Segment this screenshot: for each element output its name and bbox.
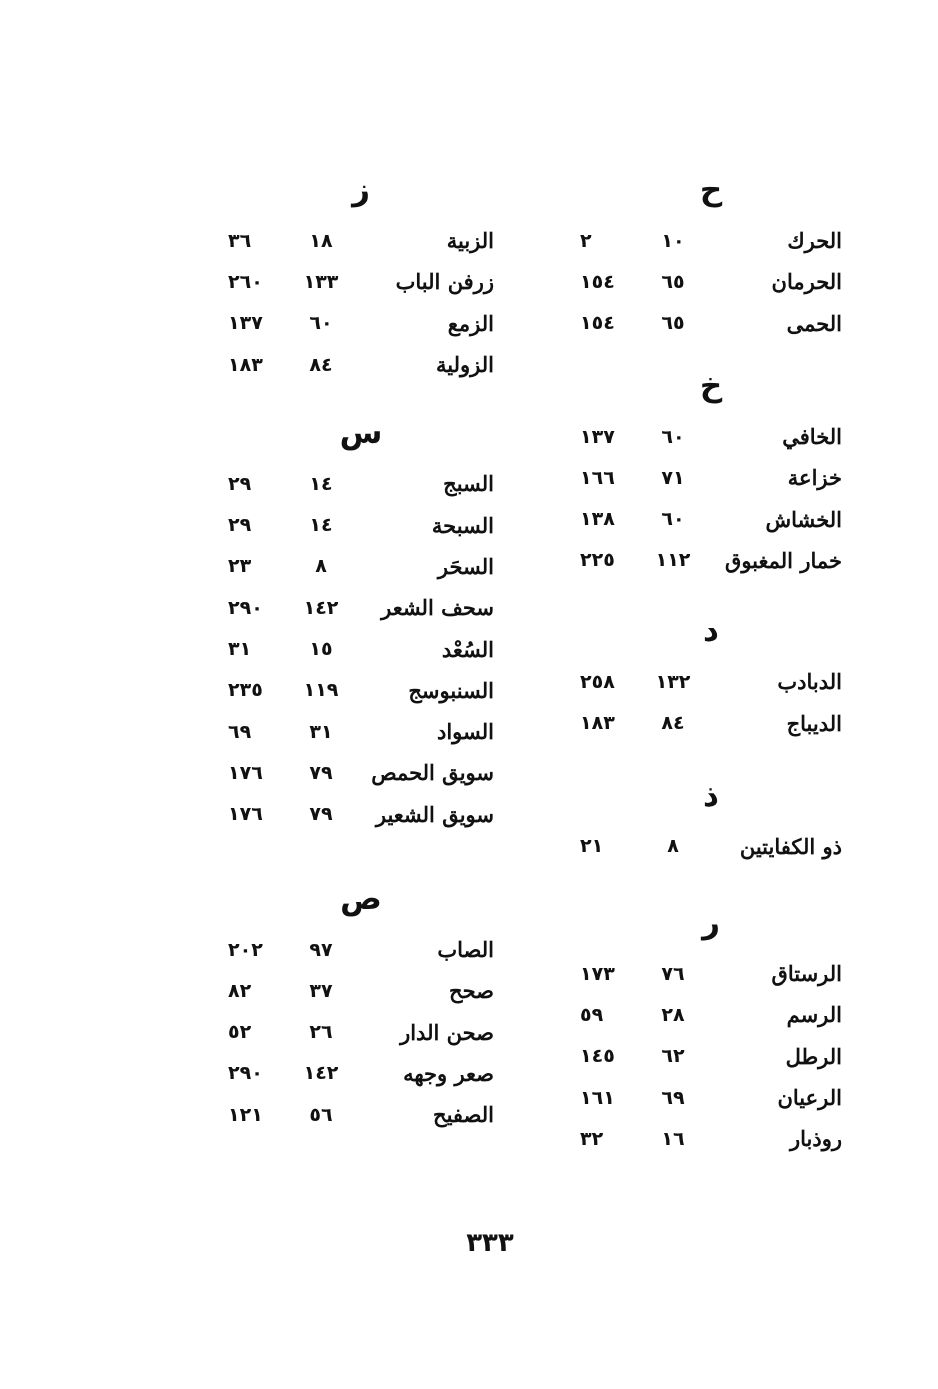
entry-reference-number: ٩٧ bbox=[309, 938, 333, 961]
index-entry bbox=[228, 546, 494, 587]
entry-page-number: ١٢١ bbox=[228, 1103, 263, 1126]
entry-term: السُعْد bbox=[441, 636, 494, 662]
entry-term: السبحة bbox=[431, 512, 494, 538]
index-entry-list bbox=[580, 826, 842, 867]
entry-page-number: ١٨٣ bbox=[228, 353, 263, 376]
entry-reference-number: ٦٩ bbox=[661, 1086, 685, 1109]
entry-page-number: ١٧٣ bbox=[580, 962, 615, 985]
entry-reference-number: ٦٢ bbox=[661, 1045, 685, 1068]
index-entry bbox=[228, 587, 494, 628]
entry-reference-number: ١٦ bbox=[661, 1127, 685, 1150]
index-entry bbox=[228, 303, 494, 344]
index-entry bbox=[580, 261, 842, 302]
index-entry bbox=[580, 220, 842, 261]
entry-reference-number: ٦٥ bbox=[661, 312, 685, 335]
entry-term: الرعيان bbox=[777, 1085, 842, 1110]
entry-term: الديباج bbox=[786, 710, 842, 736]
entry-reference-number: ٧٦ bbox=[661, 962, 685, 985]
entry-term: السواد bbox=[436, 719, 494, 745]
entry-page-number: ٣٢ bbox=[580, 1127, 604, 1150]
entry-page-number: ٢٢٥ bbox=[580, 549, 615, 572]
entry-term: الصفيح bbox=[433, 1102, 494, 1128]
right-index-column bbox=[580, 168, 842, 1163]
entry-reference-number: ٧٩ bbox=[309, 803, 333, 826]
entry-page-number: ٢٩ bbox=[228, 472, 252, 495]
entry-term: السنبوسج bbox=[408, 677, 494, 703]
index-entry bbox=[228, 344, 494, 385]
section-letter-heading: ز bbox=[352, 172, 370, 208]
section-letter-heading: ح bbox=[699, 172, 723, 208]
entry-page-number: ١٥٤ bbox=[580, 312, 615, 335]
index-entry bbox=[228, 261, 494, 302]
entry-page-number: ١٧٦ bbox=[228, 761, 263, 784]
entry-page-number: ٢٥٨ bbox=[580, 670, 615, 693]
page-number: ٣٣٣ bbox=[466, 1228, 514, 1258]
entry-page-number: ١٧٦ bbox=[228, 803, 263, 826]
section-letter-heading: ص bbox=[340, 880, 382, 917]
index-entry bbox=[228, 670, 494, 711]
entry-term: سويق الحمص bbox=[371, 760, 494, 786]
index-entry bbox=[228, 504, 494, 545]
index-entry bbox=[580, 953, 842, 994]
entry-term: الخافي bbox=[782, 424, 842, 450]
entry-reference-number: ١٨ bbox=[309, 229, 333, 252]
section-letter-heading: ذ bbox=[703, 777, 719, 814]
index-entry bbox=[580, 457, 842, 498]
entry-term: سويق الشعير bbox=[375, 801, 494, 827]
entry-term: الحمى bbox=[786, 310, 842, 336]
index-entry bbox=[228, 220, 494, 261]
index-entry bbox=[580, 1036, 842, 1077]
index-entry bbox=[580, 416, 842, 457]
entry-term: الزمع bbox=[447, 310, 494, 336]
index-entry bbox=[228, 794, 494, 835]
entry-page-number: ٢٣ bbox=[228, 555, 252, 578]
entry-page-number: ٢٠٢ bbox=[228, 938, 263, 961]
entry-page-number: ١٤٥ bbox=[580, 1045, 615, 1068]
entry-reference-number: ١٣٢ bbox=[655, 670, 691, 693]
entry-page-number: ١٥٤ bbox=[580, 270, 615, 293]
entry-reference-number: ٣١ bbox=[309, 720, 333, 743]
entry-page-number: ٨٢ bbox=[228, 979, 252, 1002]
entry-page-number: ٢١ bbox=[580, 835, 604, 858]
entry-term: صحن الدار bbox=[400, 1019, 494, 1045]
entry-term: الزولية bbox=[436, 352, 494, 378]
entry-page-number: ٢٩ bbox=[228, 514, 252, 537]
index-entry bbox=[580, 1077, 842, 1118]
entry-reference-number: ١٤ bbox=[309, 514, 333, 537]
entry-term: الحرمان bbox=[771, 269, 842, 295]
entry-term: سحف الشعر bbox=[381, 595, 494, 621]
entry-page-number: ١٦٦ bbox=[580, 466, 615, 489]
entry-reference-number: ١٤٢ bbox=[303, 596, 339, 619]
index-entry bbox=[228, 463, 494, 504]
index-entry bbox=[580, 661, 842, 702]
entry-reference-number: ٨٤ bbox=[309, 353, 333, 376]
index-entry bbox=[580, 702, 842, 743]
section-letter-heading: ر bbox=[702, 904, 720, 941]
entry-page-number: ٢٩٠ bbox=[228, 1062, 263, 1085]
entry-reference-number: ٨٤ bbox=[661, 712, 685, 735]
entry-term: الرطل bbox=[785, 1043, 842, 1069]
section-letter-heading: س bbox=[339, 415, 383, 452]
entry-term: الرستاق bbox=[771, 961, 842, 987]
entry-page-number: ١٣٧ bbox=[580, 425, 615, 448]
index-entry bbox=[228, 970, 494, 1011]
section-letter-heading: د bbox=[703, 613, 719, 650]
index-entry-list bbox=[228, 463, 494, 835]
entry-term: خمار المغبوق bbox=[725, 547, 842, 573]
entry-page-number: ٥٢ bbox=[228, 1021, 252, 1044]
index-entry bbox=[580, 498, 842, 539]
entry-term: صعر وجهه bbox=[403, 1060, 494, 1086]
entry-page-number: ١٣٧ bbox=[228, 312, 263, 335]
entry-page-number: ٢ bbox=[580, 229, 592, 252]
index-entry bbox=[228, 1094, 494, 1135]
entry-reference-number: ٢٦ bbox=[309, 1021, 333, 1044]
index-entry bbox=[228, 929, 494, 970]
index-entry bbox=[228, 711, 494, 752]
index-entry bbox=[580, 826, 842, 867]
entry-term: الرسم bbox=[786, 1002, 842, 1028]
entry-page-number: ٦٩ bbox=[228, 720, 252, 743]
index-entry-list bbox=[228, 220, 494, 385]
entry-page-number: ١٣٨ bbox=[580, 508, 615, 531]
index-entry bbox=[228, 628, 494, 669]
entry-reference-number: ١٣٣ bbox=[303, 270, 339, 293]
entry-reference-number: ٣٧ bbox=[309, 979, 333, 1002]
entry-page-number: ٣١ bbox=[228, 638, 252, 661]
index-entry-list bbox=[580, 416, 842, 581]
section-letter-heading: خ bbox=[699, 367, 723, 404]
entry-reference-number: ٧١ bbox=[661, 466, 685, 489]
index-entry-list bbox=[228, 929, 494, 1135]
index-entry-list bbox=[580, 220, 842, 344]
index-entry bbox=[228, 752, 494, 793]
entry-term: زرفن الباب bbox=[395, 269, 494, 295]
index-entry bbox=[228, 1053, 494, 1094]
entry-page-number: ٢٦٠ bbox=[228, 270, 263, 293]
entry-reference-number: ١٤٢ bbox=[303, 1062, 339, 1085]
entry-term: صحح bbox=[449, 978, 494, 1004]
entry-page-number: ١٨٣ bbox=[580, 712, 615, 735]
index-entry bbox=[228, 1011, 494, 1052]
entry-page-number: ٢٩٠ bbox=[228, 596, 263, 619]
entry-reference-number: ٦٠ bbox=[661, 425, 685, 448]
entry-page-number: ٢٣٥ bbox=[228, 679, 263, 702]
index-entry bbox=[580, 303, 842, 344]
left-index-column bbox=[228, 168, 494, 1139]
entry-term: روذبار bbox=[789, 1126, 842, 1152]
index-entry bbox=[580, 1118, 842, 1159]
entry-reference-number: ٢٨ bbox=[661, 1003, 685, 1026]
entry-reference-number: ١٠ bbox=[661, 229, 685, 252]
entry-term: ذو الكفايتين bbox=[739, 833, 842, 859]
entry-term: السحَر bbox=[437, 553, 494, 579]
entry-term: الخشاش bbox=[765, 506, 842, 532]
entry-page-number: ٣٦ bbox=[228, 229, 252, 252]
index-entry-list bbox=[580, 953, 842, 1159]
entry-reference-number: ٧٩ bbox=[309, 761, 333, 784]
entry-term: الزبية bbox=[446, 228, 494, 254]
index-entry-list bbox=[580, 661, 842, 744]
entry-reference-number: ١١٩ bbox=[303, 679, 339, 702]
index-entry bbox=[580, 540, 842, 581]
entry-page-number: ٥٩ bbox=[580, 1003, 604, 1026]
index-entry bbox=[580, 994, 842, 1035]
entry-reference-number: ٦٥ bbox=[661, 270, 685, 293]
entry-reference-number: ٥٦ bbox=[309, 1103, 333, 1126]
entry-reference-number: ٦٠ bbox=[309, 312, 333, 335]
entry-reference-number: ٦٠ bbox=[661, 508, 685, 531]
entry-term: الدبادب bbox=[777, 669, 842, 695]
entry-reference-number: ٨ bbox=[667, 835, 679, 858]
entry-reference-number: ١٤ bbox=[309, 472, 333, 495]
entry-term: خزاعة bbox=[787, 465, 842, 491]
entry-term: الصاب bbox=[437, 937, 494, 962]
entry-term: السبج bbox=[443, 471, 494, 497]
entry-page-number: ١٦١ bbox=[580, 1086, 615, 1109]
entry-reference-number: ١٥ bbox=[309, 638, 333, 661]
entry-reference-number: ١١٢ bbox=[655, 549, 691, 572]
entry-reference-number: ٨ bbox=[315, 555, 327, 578]
entry-term: الحرك bbox=[787, 228, 842, 254]
